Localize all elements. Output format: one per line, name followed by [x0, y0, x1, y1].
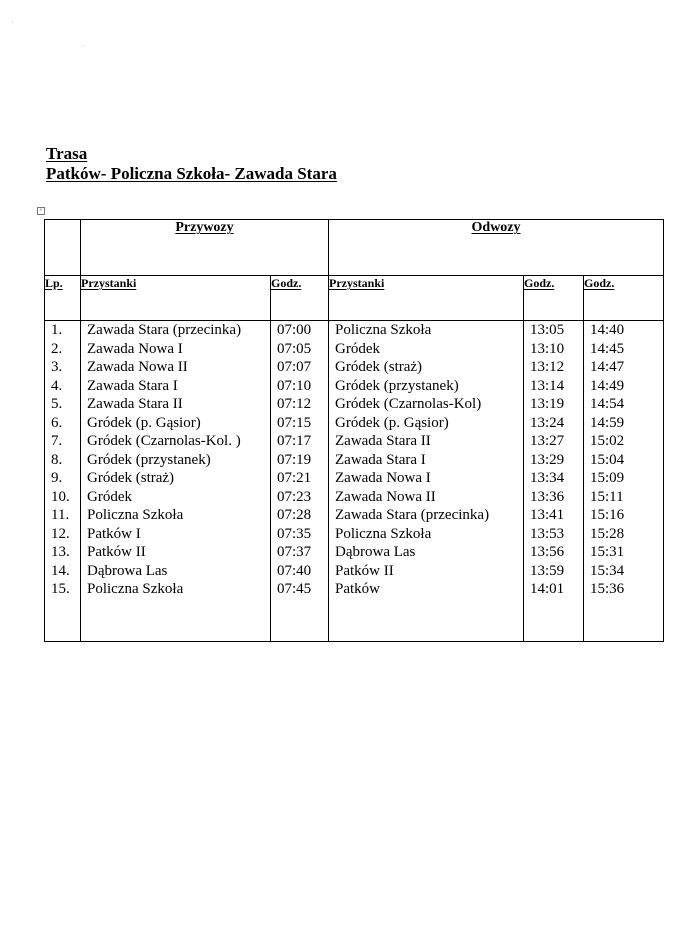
row-7-o-time2: 15:02: [590, 433, 625, 449]
row-5-o-stop: Gródek (Czarnolas-Kol): [335, 396, 482, 412]
row-8-o-time1: 13:29: [530, 451, 565, 468]
przywozy-time-header: Godz.: [271, 276, 329, 321]
row-2-p-stop: Zawada Nowa I: [87, 340, 183, 357]
row-9-p-time: 07:21: [277, 470, 312, 486]
row-1-o-time2: 14:40: [590, 322, 625, 338]
row-11-o-time1: 13:41: [530, 507, 565, 523]
row-12-p-time: 07:35: [277, 525, 312, 542]
row-10-o-time1: 13:36: [530, 488, 565, 505]
row-6-lp: 6.: [51, 414, 63, 431]
odwozy-times-1-list: [524, 321, 583, 599]
row-7-lp: 7.: [51, 433, 63, 449]
row-15-o-time1: 14:01: [530, 581, 565, 597]
row-7-p-stop: Gródek (Czarnolas-Kol. ): [87, 433, 241, 449]
odwozy-time-1-header: Godz.: [524, 276, 584, 321]
row-14-p-time: 07:40: [277, 562, 312, 579]
row-12-p-stop: Patków I: [87, 525, 141, 542]
row-11-lp: 11.: [51, 507, 70, 523]
row-5-lp: 5.: [51, 396, 63, 412]
row-14-o-stop: Patków II: [335, 562, 394, 579]
row-9-o-time2: 15:09: [590, 470, 625, 486]
row-13-o-time2: 15:31: [590, 544, 625, 560]
row-4-p-time: 07:10: [277, 377, 312, 394]
row-1-o-stop: Policzna Szkoła: [335, 322, 432, 338]
row-8-p-stop: Gródek (przystanek): [87, 451, 211, 468]
row-2-o-time2: 14:45: [590, 340, 625, 357]
row-10-p-time: 07:23: [277, 488, 312, 505]
row-4-lp: 4.: [51, 377, 63, 394]
row-10-o-time2: 15:11: [590, 488, 624, 505]
row-13-o-stop: Dąbrowa Las: [335, 544, 416, 560]
lp-list: [45, 321, 80, 599]
row-12-lp: 12.: [51, 525, 70, 542]
row-14-o-time1: 13:59: [530, 562, 565, 579]
odwozy-header: Odwozy: [329, 220, 664, 276]
row-5-p-stop: Zawada Stara II: [87, 396, 183, 412]
row-15-o-time2: 15:36: [590, 581, 625, 597]
row-2-lp: 2.: [51, 340, 63, 357]
row-7-o-stop: Zawada Stara II: [335, 433, 431, 449]
row-12-o-time1: 13:53: [530, 525, 565, 542]
row-15-p-stop: Policzna Szkoła: [87, 581, 184, 597]
odwozy-times-2-list: [584, 321, 663, 599]
row-6-o-stop: Gródek (p. Gąsior): [335, 414, 449, 431]
row-2-p-time: 07:05: [277, 340, 312, 357]
row-6-o-time1: 13:24: [530, 414, 565, 431]
row-9-o-stop: Zawada Nowa I: [335, 470, 431, 486]
row-13-lp: 13.: [51, 544, 70, 560]
row-4-o-stop: Gródek (przystanek): [335, 377, 459, 394]
stray-mark: ·: [11, 18, 14, 27]
row-2-o-time1: 13:10: [530, 340, 565, 357]
row-8-lp: 8.: [51, 451, 63, 468]
row-3-o-time1: 13:12: [530, 359, 565, 375]
row-7-p-time: 07:17: [277, 433, 312, 449]
row-11-o-time2: 15:16: [590, 507, 625, 523]
row-15-p-time: 07:45: [277, 581, 312, 597]
row-8-p-time: 07:19: [277, 451, 312, 468]
row-5-o-time1: 13:19: [530, 396, 565, 412]
row-15-o-stop: Patków: [335, 581, 380, 597]
row-5-p-time: 07:12: [277, 396, 312, 412]
table-move-handle-icon[interactable]: +: [37, 207, 45, 215]
title-line-2: Patków- Policzna Szkoła- Zawada Stara: [46, 164, 337, 183]
row-11-p-time: 07:28: [277, 507, 312, 523]
row-13-p-time: 07:37: [277, 544, 312, 560]
row-15-lp: 15.: [51, 581, 70, 597]
row-10-lp: 10.: [51, 488, 70, 505]
row-4-p-stop: Zawada Stara I: [87, 377, 178, 394]
row-5-o-time2: 14:54: [590, 396, 625, 412]
title-line-1: Trasa: [46, 144, 88, 163]
row-8-o-stop: Zawada Stara I: [335, 451, 426, 468]
empty-header-cell: [45, 220, 81, 276]
row-1-lp: 1.: [51, 322, 63, 338]
row-3-p-time: 07:07: [277, 359, 312, 375]
row-11-p-stop: Policzna Szkoła: [87, 507, 184, 523]
row-12-o-stop: Policzna Szkoła: [335, 525, 432, 542]
row-8-o-time2: 15:04: [590, 451, 625, 468]
row-3-o-time2: 14:47: [590, 359, 625, 375]
row-6-o-time2: 14:59: [590, 414, 625, 431]
przywozy-stops-header: Przystanki: [81, 276, 271, 321]
row-1-o-time1: 13:05: [530, 322, 565, 338]
row-12-o-time2: 15:28: [590, 525, 625, 542]
odwozy-stops-header: Przystanki: [329, 276, 524, 321]
przywozy-stops-list: [81, 321, 270, 599]
row-10-p-stop: Gródek: [87, 488, 132, 505]
row-9-o-time1: 13:34: [530, 470, 565, 486]
row-10-o-stop: Zawada Nowa II: [335, 488, 436, 505]
page-title: [46, 144, 337, 184]
odwozy-stops-list: [329, 321, 523, 599]
row-2-o-stop: Gródek: [335, 340, 380, 357]
lp-column-header: Lp.: [45, 276, 81, 321]
row-11-o-stop: Zawada Stara (przecinka): [335, 507, 490, 523]
row-6-p-time: 07:15: [277, 414, 312, 431]
row-9-p-stop: Gródek (straż): [87, 470, 175, 486]
schedule-table: [44, 219, 664, 642]
row-1-p-time: 07:00: [277, 322, 312, 338]
stray-mark: ·: [82, 42, 85, 51]
row-4-o-time1: 13:14: [530, 377, 565, 394]
row-13-o-time1: 13:56: [530, 544, 565, 560]
row-13-p-stop: Patków II: [87, 544, 146, 560]
row-1-p-stop: Zawada Stara (przecinka): [87, 322, 242, 338]
przywozy-times-list: [271, 321, 328, 599]
row-3-lp: 3.: [51, 359, 63, 375]
row-3-p-stop: Zawada Nowa II: [87, 359, 188, 375]
row-4-o-time2: 14:49: [590, 377, 625, 394]
row-14-p-stop: Dąbrowa Las: [87, 562, 168, 579]
row-3-o-stop: Gródek (straż): [335, 359, 423, 375]
odwozy-time-2-header: Godz.: [584, 276, 664, 321]
row-14-lp: 14.: [51, 562, 70, 579]
row-7-o-time1: 13:27: [530, 433, 565, 449]
przywozy-header: Przywozy: [81, 220, 329, 276]
row-14-o-time2: 15:34: [590, 562, 625, 579]
row-6-p-stop: Gródek (p. Gąsior): [87, 414, 201, 431]
row-9-lp: 9.: [51, 470, 63, 486]
